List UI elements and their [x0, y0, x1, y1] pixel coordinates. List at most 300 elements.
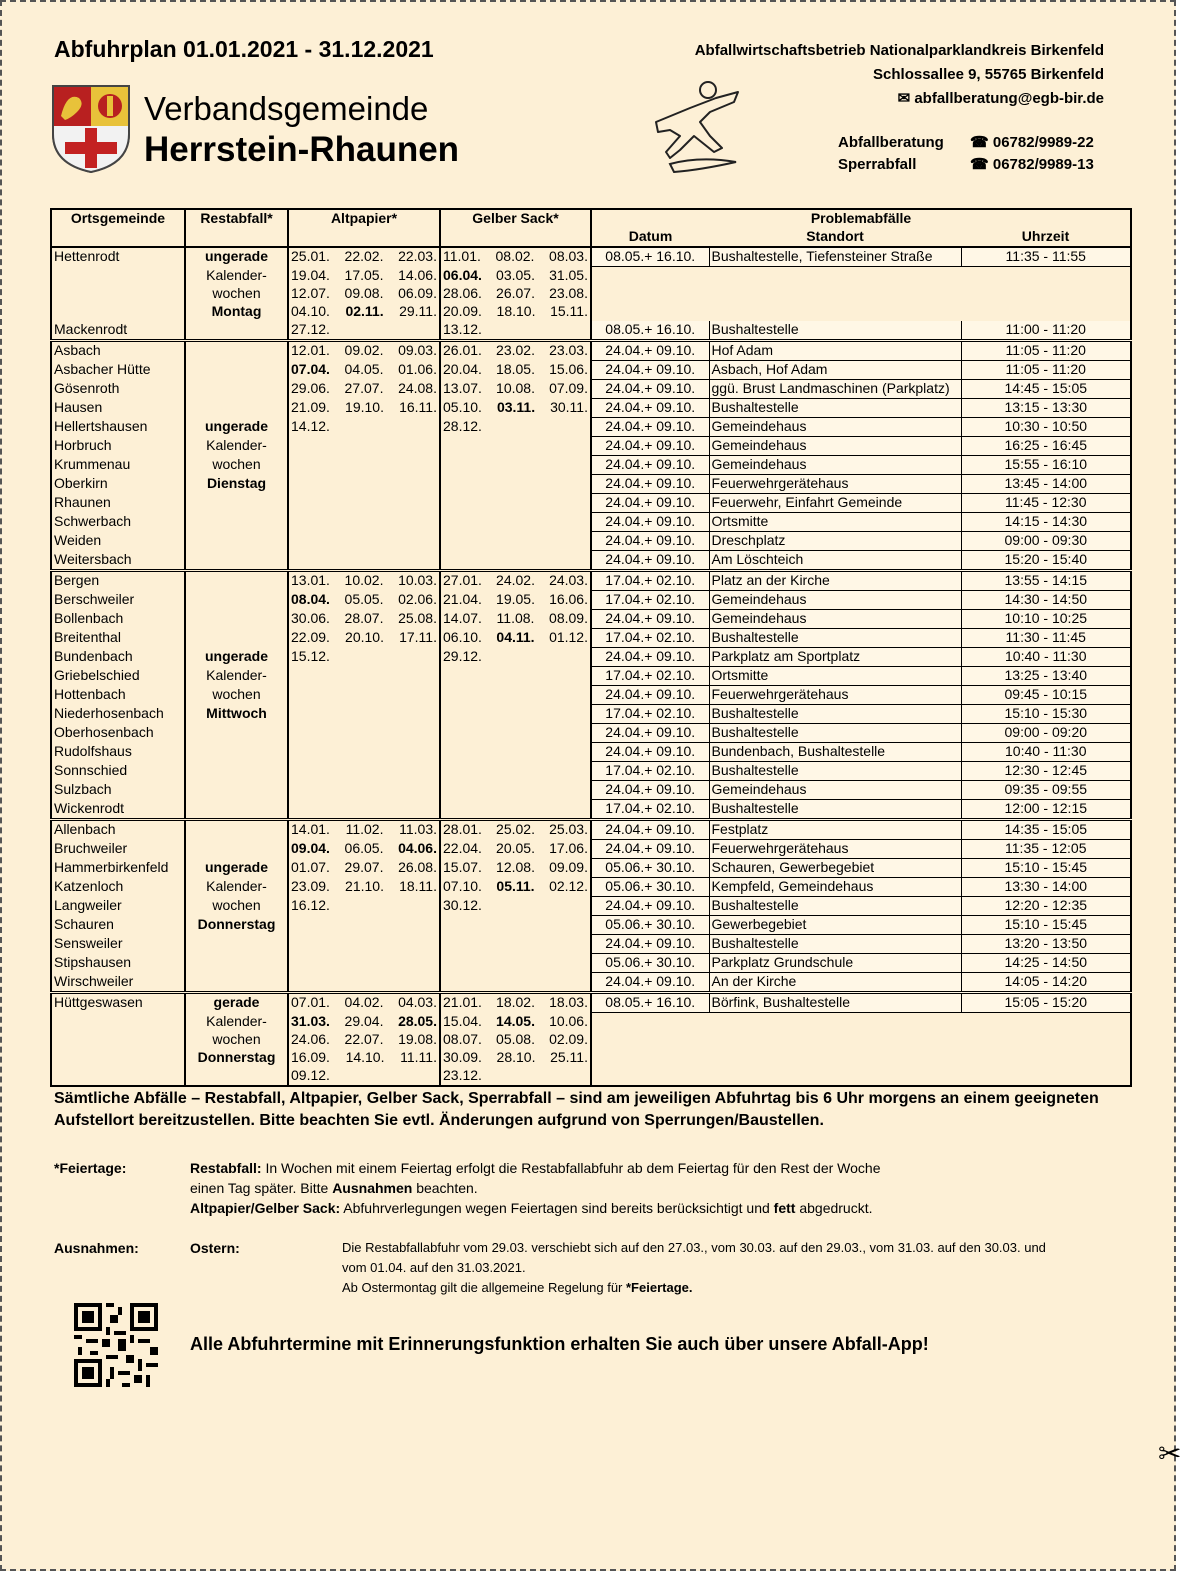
ortsgemeinde-cell: Breitenthal	[51, 629, 185, 648]
table-row	[51, 878, 1131, 897]
gelber-sack-cell-dates	[443, 380, 588, 397]
gelber-sack-cell	[440, 303, 591, 321]
date-value: 04.02.	[344, 994, 384, 1010]
gelber-sack-cell	[440, 267, 591, 286]
date-value: 16.09.	[291, 1049, 330, 1065]
date-value: 21.10.	[345, 877, 384, 894]
ortsgemeinde-cell	[51, 1067, 185, 1086]
problemabfall-uhrzeit-cell: 11:35 - 12:05	[961, 840, 1131, 859]
org-email-line	[695, 87, 1104, 111]
date-value: 06.04.	[443, 266, 482, 283]
problemabfall-standort-cell	[709, 1049, 961, 1067]
altpapier-cell	[288, 800, 440, 820]
problemabfall-standort-cell	[709, 303, 961, 321]
date-value: 08.07.	[443, 1031, 482, 1047]
altpapier-cell-dates	[291, 380, 437, 397]
table-row	[51, 494, 1131, 513]
problemabfall-uhrzeit-cell: 15:10 - 15:30	[961, 705, 1131, 724]
gelber-sack-cell	[440, 513, 591, 532]
date-value: 25.02.	[496, 821, 535, 837]
problemabfall-datum-cell: 24.04.+ 09.10.	[591, 935, 709, 954]
date-value: 07.09.	[549, 379, 588, 396]
ortsgemeinde-cell: Bollenbach	[51, 610, 185, 629]
restabfall-cell	[185, 610, 288, 629]
notes-section	[54, 1088, 1134, 1295]
date-value: 06.09.	[398, 285, 437, 301]
problemabfall-datum-cell: 17.04.+ 02.10.	[591, 571, 709, 591]
gelber-sack-cell	[440, 916, 591, 935]
gelber-sack-cell	[440, 1031, 591, 1049]
date-value: 30.09.	[443, 1049, 482, 1065]
gelber-sack-cell-dates	[443, 303, 588, 320]
problemabfall-standort-cell: Parkplatz am Sportplatz	[709, 648, 961, 667]
gelber-sack-cell-dates	[443, 859, 588, 876]
envelope-icon: ✉	[897, 90, 911, 107]
ortsgemeinde-cell	[51, 1013, 185, 1032]
table-row	[51, 551, 1131, 571]
table-row	[51, 437, 1131, 456]
date-value: 12.08.	[496, 858, 535, 875]
altpapier-cell	[288, 341, 440, 361]
ortsgemeinde-cell	[51, 1049, 185, 1067]
table-row	[51, 303, 1131, 321]
problemabfall-datum-cell: 24.04.+ 09.10.	[591, 380, 709, 399]
gelber-sack-cell-dates	[443, 267, 588, 284]
restabfall-cell: wochen	[185, 285, 288, 303]
date-value: 20.09.	[443, 303, 482, 319]
ortsgemeinde-cell: Oberkirn	[51, 475, 185, 494]
date-value: 02.12.	[549, 877, 588, 894]
date-value: 11.08.	[496, 609, 535, 626]
date-value: 08.03.	[549, 248, 588, 264]
altpapier-cell	[288, 859, 440, 878]
ortsgemeinde-cell: Griebelschied	[51, 667, 185, 686]
scissors-icon: ✂	[1158, 1438, 1181, 1469]
ortsgemeinde-cell: Weiden	[51, 532, 185, 551]
ortsgemeinde-cell: Sulzbach	[51, 781, 185, 800]
restabfall-cell: ungerade	[185, 418, 288, 437]
restabfall-cell	[185, 399, 288, 418]
gelber-sack-cell-dates	[443, 1013, 588, 1030]
date-value: 01.06.	[398, 360, 437, 377]
problemabfall-datum-cell: 24.04.+ 09.10.	[591, 973, 709, 993]
date-value: 25.03.	[549, 821, 588, 837]
gelber-sack-cell-dates	[443, 1031, 588, 1048]
altpapier-cell-dates	[291, 610, 437, 627]
altpapier-cell	[288, 267, 440, 286]
altpapier-cell-dates	[291, 361, 437, 378]
altpapier-cell	[288, 648, 440, 667]
problemabfall-uhrzeit-cell	[961, 1067, 1131, 1086]
restabfall-cell	[185, 494, 288, 513]
table-row	[51, 916, 1131, 935]
sperr-phone[interactable]: 06782/9989-13	[992, 156, 1094, 173]
table-row	[51, 781, 1131, 800]
header-uhrzeit: Uhrzeit	[961, 228, 1131, 247]
problemabfall-standort-cell: Bushaltestelle	[709, 321, 961, 341]
table-row	[51, 267, 1131, 286]
altpapier-cell	[288, 840, 440, 859]
date-value: 11.01.	[443, 248, 481, 264]
problemabfall-standort-cell: Ortsmitte	[709, 513, 961, 532]
problemabfall-standort-cell: Gemeindehaus	[709, 437, 961, 456]
gelber-sack-cell	[440, 475, 591, 494]
ortsgemeinde-cell: Hellertshausen	[51, 418, 185, 437]
date-value: 15.07.	[443, 858, 482, 875]
ortsgemeinde-cell: Rudolfshaus	[51, 743, 185, 762]
problemabfall-uhrzeit-cell: 12:00 - 12:15	[961, 800, 1131, 820]
date-value: 05.10.	[443, 398, 482, 415]
problemabfall-datum-cell: 17.04.+ 02.10.	[591, 800, 709, 820]
table-row	[51, 954, 1131, 973]
restabfall-cell: Donnerstag	[185, 916, 288, 935]
problemabfall-uhrzeit-cell: 10:30 - 10:50	[961, 418, 1131, 437]
date-value: 28.05.	[398, 1012, 437, 1029]
problemabfall-uhrzeit-cell: 13:30 - 14:00	[961, 878, 1131, 897]
restabfall-cell	[185, 321, 288, 341]
date-value: 18.05.	[496, 360, 535, 377]
gelber-sack-cell	[440, 532, 591, 551]
restabfall-cell: Dienstag	[185, 475, 288, 494]
restabfall-cell: ungerade	[185, 859, 288, 878]
table-row	[51, 513, 1131, 532]
date-value: 18.10.	[496, 303, 536, 319]
date-value: 14.10.	[345, 1049, 385, 1065]
date-value: 23.03.	[549, 342, 588, 358]
restabfall-note-line1: Restabfall: In Wochen mit einem Feiertag erfolgt die Restabfallabfuhr ab dem Feiertag für den Rest der Woche	[190, 1160, 881, 1176]
problemabfall-standort-cell: Bushaltestelle	[709, 724, 961, 743]
restabfall-cell: Kalender-	[185, 437, 288, 456]
altpapier-cell	[288, 762, 440, 781]
ortsgemeinde-cell: Schauren	[51, 916, 185, 935]
altpapier-cell-dates	[291, 1067, 437, 1084]
problemabfall-datum-cell: 24.04.+ 09.10.	[591, 724, 709, 743]
table-row	[51, 973, 1131, 993]
restabfall-cell	[185, 513, 288, 532]
table-row	[51, 341, 1131, 361]
problemabfall-datum-cell	[591, 285, 709, 303]
date-value: 10.08.	[496, 379, 535, 396]
problemabfall-standort-cell: Bushaltestelle	[709, 705, 961, 724]
date-value: 04.11.	[496, 628, 535, 645]
gelber-sack-cell-dates	[443, 1049, 588, 1066]
gelber-sack-cell	[440, 591, 591, 610]
gelber-sack-cell	[440, 973, 591, 993]
altpapier-cell	[288, 954, 440, 973]
problemabfall-standort-cell: Bushaltestelle	[709, 762, 961, 781]
gelber-sack-cell	[440, 743, 591, 762]
restabfall-cell: Mittwoch	[185, 705, 288, 724]
altpapier-cell-dates	[291, 303, 437, 320]
problemabfall-datum-cell	[591, 303, 709, 321]
altpapier-note: Altpapier/Gelber Sack: Abfuhrverlegungen wegen Feiertagen sind bereits berücksichtigt und fett abgedruckt.	[190, 1200, 873, 1216]
problemabfall-standort-cell	[709, 1067, 961, 1086]
restabfall-cell	[185, 800, 288, 820]
problemabfall-uhrzeit-cell: 10:40 - 11:30	[961, 743, 1131, 762]
problemabfall-uhrzeit-cell: 09:45 - 10:15	[961, 686, 1131, 705]
date-value: 23.09.	[291, 877, 330, 894]
problemabfall-uhrzeit-cell: 09:00 - 09:20	[961, 724, 1131, 743]
problemabfall-uhrzeit-cell: 16:25 - 16:45	[961, 437, 1131, 456]
problemabfall-standort-cell: Asbach, Hof Adam	[709, 361, 961, 380]
problemabfall-datum-cell: 24.04.+ 09.10.	[591, 341, 709, 361]
problemabfall-datum-cell: 24.04.+ 09.10.	[591, 361, 709, 380]
gelber-sack-cell	[440, 285, 591, 303]
app-note: Alle Abfuhrtermine mit Erinnerungsfunktion erhalten Sie auch über unsere Abfall-App!	[190, 1334, 929, 1354]
problemabfall-standort-cell: Bushaltestelle	[709, 629, 961, 648]
date-value: 18.03.	[549, 994, 588, 1010]
header-problemabfaelle: Problemabfälle	[810, 210, 912, 226]
gelber-sack-cell	[440, 629, 591, 648]
date-value: 07.04.	[291, 360, 330, 377]
altpapier-cell	[288, 935, 440, 954]
ortsgemeinde-cell: Hausen	[51, 399, 185, 418]
gelber-sack-cell	[440, 820, 591, 840]
problemabfall-standort-cell	[709, 267, 961, 286]
date-value: 17.06.	[549, 839, 588, 856]
problemabfall-uhrzeit-cell: 14:05 - 14:20	[961, 973, 1131, 993]
problemabfall-datum-cell: 24.04.+ 09.10.	[591, 551, 709, 571]
date-value: 15.12.	[291, 647, 330, 664]
altpapier-cell	[288, 973, 440, 993]
gelber-sack-cell	[440, 551, 591, 571]
restabfall-cell: ungerade	[185, 247, 288, 267]
gelber-sack-cell-dates	[443, 610, 588, 627]
ortsgemeinde-cell: Sonnschied	[51, 762, 185, 781]
problemabfall-datum-cell	[591, 1049, 709, 1067]
table-row	[51, 935, 1131, 954]
date-value: 30.11.	[550, 398, 588, 415]
date-value: 22.02.	[344, 248, 384, 264]
date-value: 11.11.	[400, 1049, 437, 1065]
date-value: 20.05.	[496, 839, 535, 856]
altpapier-cell-dates	[291, 591, 437, 608]
table-row	[51, 571, 1131, 591]
date-value: 19.10.	[345, 398, 384, 415]
problemabfall-datum-cell: 24.04.+ 09.10.	[591, 532, 709, 551]
gelber-sack-cell	[440, 399, 591, 418]
date-value: 22.09.	[291, 628, 330, 645]
date-value: 11.02.	[345, 821, 384, 837]
contact-sperrabfall	[838, 154, 1094, 176]
date-value: 08.02.	[495, 248, 535, 264]
problemabfall-standort-cell: Schauren, Gewerbegebiet	[709, 859, 961, 878]
date-value: 29.11.	[399, 303, 437, 319]
ortsgemeinde-cell	[51, 267, 185, 286]
table-row	[51, 247, 1131, 267]
altpapier-cell	[288, 743, 440, 762]
date-value: 01.07.	[291, 858, 330, 875]
problemabfall-uhrzeit-cell: 13:20 - 13:50	[961, 935, 1131, 954]
ortsgemeinde-cell	[51, 1031, 185, 1049]
problemabfall-datum-cell: 05.06.+ 30.10.	[591, 916, 709, 935]
problemabfall-datum-cell: 24.04.+ 09.10.	[591, 648, 709, 667]
restabfall-cell: wochen	[185, 897, 288, 916]
date-value: 24.03.	[549, 572, 588, 588]
restabfall-cell	[185, 591, 288, 610]
restabfall-cell	[185, 1067, 288, 1086]
problemabfall-standort-cell	[709, 285, 961, 303]
altpapier-cell-dates	[291, 994, 437, 1011]
ortsgemeinde-cell: Hammerbirkenfeld	[51, 859, 185, 878]
contact-beratung	[838, 132, 1094, 154]
ortsgemeinde-cell: Allenbach	[51, 820, 185, 840]
qr-code[interactable]	[70, 1299, 162, 1391]
restabfall-cell	[185, 571, 288, 591]
gelber-sack-cell-dates	[443, 629, 588, 646]
problemabfall-datum-cell: 17.04.+ 02.10.	[591, 667, 709, 686]
table-row	[51, 361, 1131, 380]
date-value: 17.11.	[399, 628, 437, 645]
gelber-sack-cell	[440, 321, 591, 341]
problemabfall-standort-cell: Hof Adam	[709, 341, 961, 361]
problemabfall-uhrzeit-cell: 14:25 - 14:50	[961, 954, 1131, 973]
header-restabfall: Restabfall*	[185, 209, 288, 247]
restabfall-cell: wochen	[185, 456, 288, 475]
altpapier-cell	[288, 418, 440, 437]
gelber-sack-cell-dates	[443, 285, 588, 302]
altpapier-cell-dates	[291, 1013, 437, 1030]
page-title: Abfuhrplan 01.01.2021 - 31.12.2021	[54, 36, 434, 62]
problemabfall-standort-cell: Parkplatz Grundschule	[709, 954, 961, 973]
gelber-sack-cell	[440, 456, 591, 475]
date-value: 26.08.	[398, 858, 437, 875]
date-value: 04.10.	[291, 303, 330, 319]
problemabfall-uhrzeit-cell	[961, 303, 1131, 321]
table-row	[51, 629, 1131, 648]
date-value: 22.07.	[344, 1031, 384, 1047]
ostern-line1: Die Restabfallabfuhr vom 29.03. verschiebt sich auf den 27.03., vom 30.03. auf den 29.03., vom 31.03. auf den 30.03. und	[342, 1240, 1046, 1255]
beratung-phone[interactable]: 06782/9989-22	[992, 134, 1094, 151]
date-value: 26.01.	[443, 342, 482, 358]
ortsgemeinde-cell: Weitersbach	[51, 551, 185, 571]
date-value: 20.04.	[443, 360, 482, 377]
date-value: 14.12.	[291, 417, 330, 434]
date-value: 18.11.	[399, 877, 437, 894]
gelber-sack-cell-dates	[443, 572, 588, 589]
table-row	[51, 762, 1131, 781]
date-value: 14.06.	[398, 266, 437, 283]
date-value: 13.01.	[291, 572, 330, 588]
problemabfall-uhrzeit-cell	[961, 1031, 1131, 1049]
problemabfall-standort-cell: Gemeindehaus	[709, 456, 961, 475]
restabfall-cell	[185, 935, 288, 954]
restabfall-cell: gerade	[185, 993, 288, 1013]
restabfall-cell	[185, 380, 288, 399]
gelber-sack-cell	[440, 1049, 591, 1067]
date-value: 14.01.	[291, 821, 330, 837]
problemabfall-standort-cell: Bushaltestelle, Tiefensteiner Straße	[709, 247, 961, 267]
date-value: 14.07.	[443, 609, 482, 626]
problemabfall-standort-cell: Gemeindehaus	[709, 781, 961, 800]
altpapier-cell	[288, 591, 440, 610]
date-value: 30.12.	[443, 896, 482, 913]
date-value: 22.04.	[443, 839, 482, 856]
problemabfall-standort-cell: Bundenbach, Bushaltestelle	[709, 743, 961, 762]
date-value: 09.08.	[344, 285, 384, 301]
ortsgemeinde-cell: Asbacher Hütte	[51, 361, 185, 380]
table-row	[51, 1031, 1131, 1049]
altpapier-cell-dates	[291, 897, 437, 914]
date-value: 04.03.	[398, 994, 437, 1010]
problemabfall-datum-cell: 08.05.+ 16.10.	[591, 993, 709, 1013]
problemabfall-uhrzeit-cell: 10:40 - 11:30	[961, 648, 1131, 667]
date-value: 19.05.	[496, 590, 535, 607]
phone-icon: ☎	[970, 156, 993, 173]
altpapier-cell	[288, 1031, 440, 1049]
date-value: 29.12.	[443, 647, 482, 664]
problemabfall-uhrzeit-cell: 11:05 - 11:20	[961, 361, 1131, 380]
problemabfall-datum-cell: 24.04.+ 09.10.	[591, 475, 709, 494]
ortsgemeinde-cell: Gösenroth	[51, 380, 185, 399]
date-value: 03.05.	[496, 266, 535, 283]
altpapier-cell	[288, 629, 440, 648]
contacts	[838, 132, 1094, 176]
problemabfall-standort-cell: Feuerwehrgerätehaus	[709, 475, 961, 494]
date-value: 04.06.	[398, 839, 437, 856]
problemabfall-standort-cell: Dreschplatz	[709, 532, 961, 551]
problemabfall-standort-cell: Ortsmitte	[709, 667, 961, 686]
date-value: 27.01.	[443, 572, 482, 588]
date-value: 25.01.	[291, 248, 330, 264]
date-value: 27.07.	[344, 379, 384, 396]
altpapier-cell	[288, 494, 440, 513]
problemabfall-standort-cell: Feuerwehrgerätehaus	[709, 840, 961, 859]
date-value: 28.10.	[496, 1049, 536, 1065]
table-row	[51, 705, 1131, 724]
restabfall-cell	[185, 629, 288, 648]
date-value: 28.07.	[344, 609, 384, 626]
date-value: 06.10.	[443, 628, 482, 645]
ortsgemeinde-cell: Bruchweiler	[51, 840, 185, 859]
problemabfall-standort-cell: Kempfeld, Gemeindehaus	[709, 878, 961, 897]
ortsgemeinde-cell	[51, 303, 185, 321]
gelber-sack-cell-dates	[443, 840, 588, 857]
ortsgemeinde-cell: Schwerbach	[51, 513, 185, 532]
gelber-sack-cell-dates	[443, 648, 588, 665]
date-value: 23.12.	[443, 1067, 482, 1083]
vg-name-line1: Verbandsgemeinde	[144, 90, 429, 127]
problemabfall-datum-cell	[591, 267, 709, 286]
problemabfall-uhrzeit-cell: 15:10 - 15:45	[961, 859, 1131, 878]
org-address: Schlossallee 9, 55765 Birkenfeld	[873, 66, 1104, 83]
gelber-sack-cell-dates	[443, 821, 588, 838]
gelber-sack-cell	[440, 897, 591, 916]
altpapier-cell	[288, 878, 440, 897]
date-value: 12.07.	[291, 285, 330, 301]
table-row	[51, 859, 1131, 878]
date-value: 17.05.	[344, 266, 384, 283]
problemabfall-datum-cell: 17.04.+ 02.10.	[591, 762, 709, 781]
ortsgemeinde-cell: Krummenau	[51, 456, 185, 475]
altpapier-cell-dates	[291, 321, 437, 338]
date-value: 16.11.	[399, 398, 437, 415]
date-value: 08.09.	[549, 609, 588, 626]
problemabfall-uhrzeit-cell	[961, 267, 1131, 286]
problemabfall-datum-cell: 24.04.+ 09.10.	[591, 686, 709, 705]
altpapier-cell	[288, 1067, 440, 1086]
altpapier-cell	[288, 513, 440, 532]
ortsgemeinde-cell: Bergen	[51, 571, 185, 591]
table-row	[51, 418, 1131, 437]
problemabfall-datum-cell	[591, 1013, 709, 1032]
problemabfall-uhrzeit-cell: 14:45 - 15:05	[961, 380, 1131, 399]
restabfall-cell: ungerade	[185, 648, 288, 667]
table-row	[51, 399, 1131, 418]
problemabfall-uhrzeit-cell: 13:45 - 14:00	[961, 475, 1131, 494]
org-email[interactable]: abfallberatung@egb-bir.de	[914, 90, 1104, 107]
restabfall-cell	[185, 361, 288, 380]
